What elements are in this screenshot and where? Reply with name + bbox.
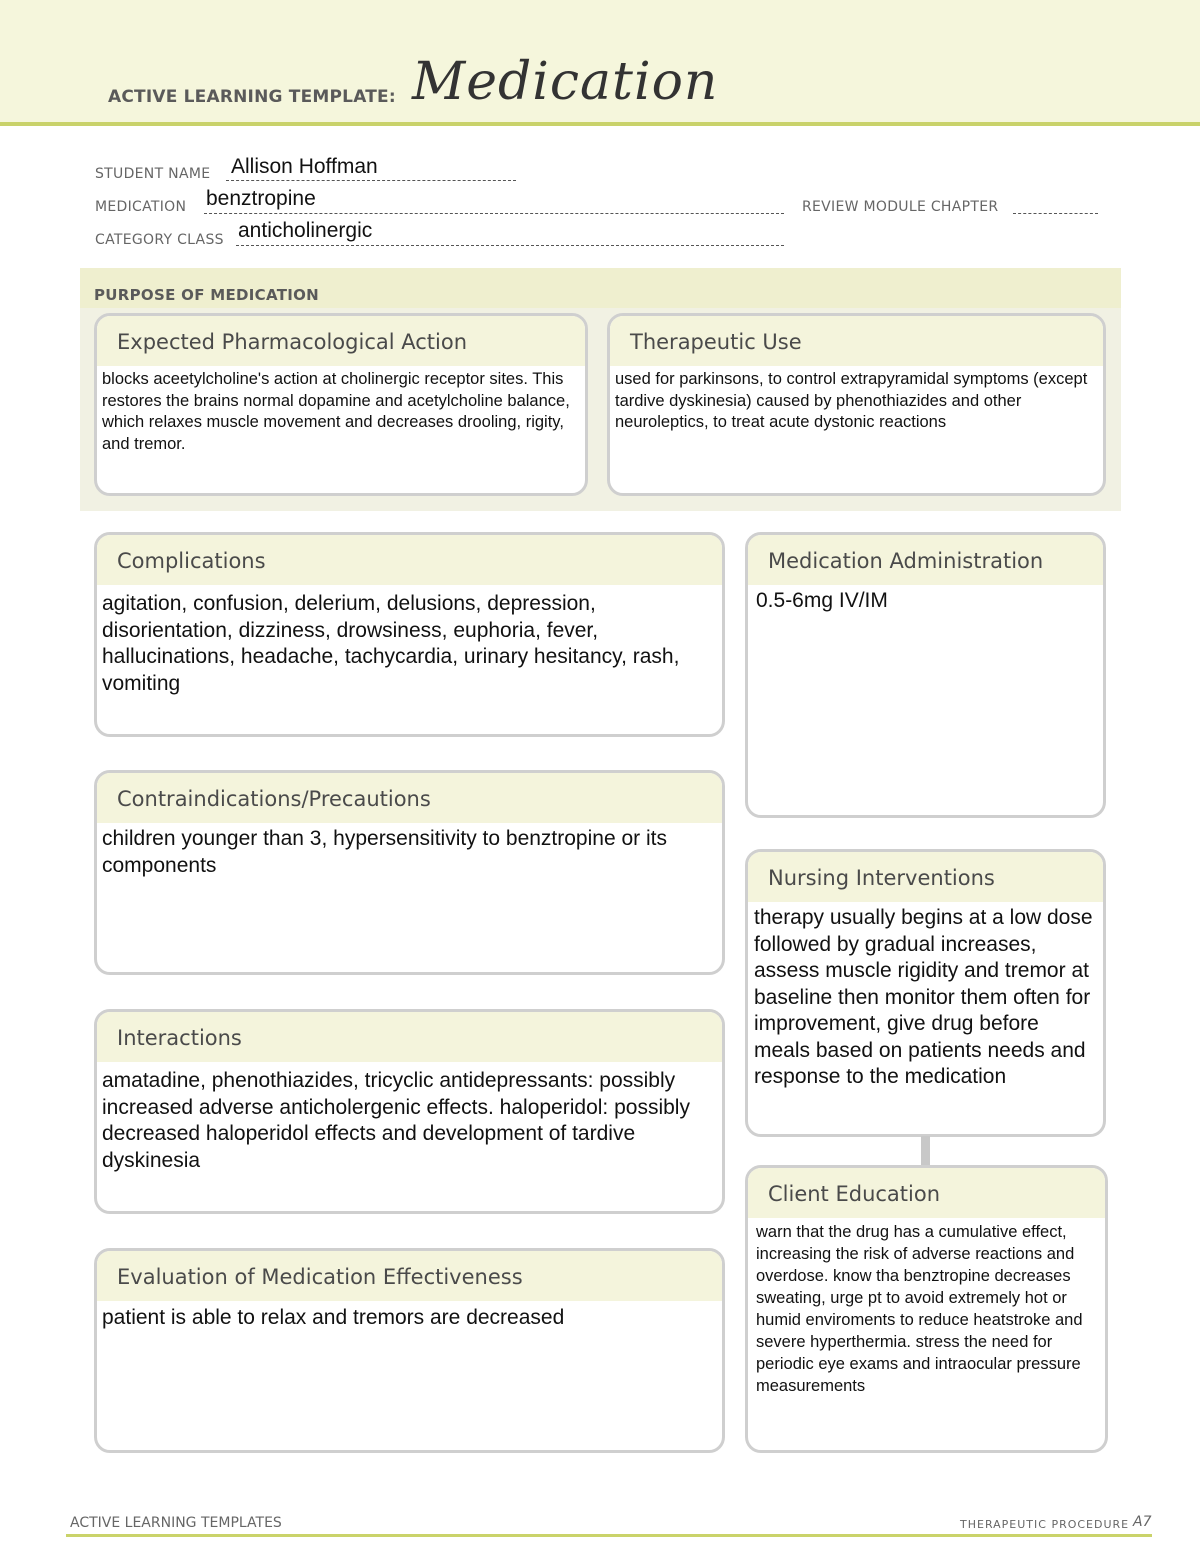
template-label: ACTIVE LEARNING TEMPLATE: <box>108 87 396 107</box>
client-education-title: Client Education <box>748 1168 1105 1218</box>
footer-label: ACTIVE LEARNING TEMPLATES <box>70 1515 282 1531</box>
interactions-title: Interactions <box>97 1012 722 1062</box>
page-number: A7 <box>1133 1514 1152 1530</box>
connector-line <box>921 1136 930 1166</box>
medication-line <box>204 213 784 214</box>
therapeutic-use-text[interactable]: used for parkinsons, to control extrapyramidal symptoms (except tardive dyskinesia) caused by phenothiazides and other neuroleptics, to treat acute dystonic reactions <box>615 370 1088 431</box>
complications-box <box>94 532 725 737</box>
interactions-text[interactable]: amatadine, phenothiazides, tricyclic antidepressants: possibly increased adverse anticholergenic effects. haloperidol: possibly decreased haloperidol effects and development of tardive dyskinesia <box>102 1069 690 1172</box>
evaluation-text[interactable]: patient is able to relax and tremors are decreased <box>102 1306 565 1329</box>
medication-field[interactable]: benztropine <box>206 187 316 210</box>
contraindications-title: Contraindications/Precautions <box>97 773 722 823</box>
category-class-label: CATEGORY CLASS <box>95 232 224 248</box>
purpose-label: PURPOSE OF MEDICATION <box>94 286 320 304</box>
evaluation-box <box>94 1248 725 1453</box>
student-name-line <box>226 180 516 181</box>
review-module-label: REVIEW MODULE CHAPTER <box>802 199 999 215</box>
interactions-box <box>94 1009 725 1214</box>
contraindications-box <box>94 770 725 975</box>
medication-administration-title: Medication Administration <box>748 535 1103 585</box>
medication-label: MEDICATION <box>95 199 187 215</box>
client-education-box <box>745 1165 1108 1453</box>
footer-procedure: THERAPEUTIC PROCEDURE <box>960 1518 1130 1531</box>
complications-title: Complications <box>97 535 722 585</box>
therapeutic-use-box <box>607 313 1106 496</box>
category-class-line <box>236 245 784 246</box>
therapeutic-use-title: Therapeutic Use <box>610 316 1103 366</box>
medication-administration-text[interactable]: 0.5-6mg IV/IM <box>756 589 888 612</box>
template-title: Medication <box>412 52 719 112</box>
medication-administration-box <box>745 532 1106 818</box>
review-module-field[interactable] <box>1013 213 1098 214</box>
expected-action-text[interactable]: blocks aceetylcholine's action at cholinergic receptor sites. This restores the brains normal dopamine and acetylcholine balance, which relaxes muscle movement and decreases drooling, rigity, and tremor. <box>102 370 570 453</box>
student-name-field[interactable]: Allison Hoffman <box>231 155 378 178</box>
category-class-field[interactable]: anticholinergic <box>238 219 373 242</box>
header-divider <box>0 122 1200 126</box>
expected-action-title: Expected Pharmacological Action <box>97 316 585 366</box>
footer-divider <box>66 1534 1152 1537</box>
contraindications-text[interactable]: children younger than 3, hypersensitivity to benztropine or its components <box>102 827 667 877</box>
evaluation-title: Evaluation of Medication Effectiveness <box>97 1251 722 1301</box>
nursing-interventions-title: Nursing Interventions <box>748 852 1103 902</box>
client-education-text[interactable]: warn that the drug has a cumulative effect, increasing the risk of adverse reactions and overdose. know tha benztropine decreases sweating, urge pt to avoid extremely hot or humid enviroments to reduce heatstroke and severe hyperthermia. stress the need for periodic eye exams and intraocular pressure measurements <box>756 1223 1083 1395</box>
nursing-interventions-box <box>745 849 1106 1137</box>
nursing-interventions-text[interactable]: therapy usually begins at a low dose followed by gradual increases, assess muscle rigidity and tremor at baseline then monitor them often for improvement, give drug before meals based on patients needs and response to the medication <box>754 906 1093 1088</box>
expected-action-box <box>94 313 588 496</box>
student-name-label: STUDENT NAME <box>95 166 211 182</box>
complications-text[interactable]: agitation, confusion, delerium, delusions, depression, disorientation, dizziness, drowsiness, euphoria, fever, hallucinations, headache, tachycardia, urinary hesitancy, rash, vomiting <box>102 592 680 695</box>
